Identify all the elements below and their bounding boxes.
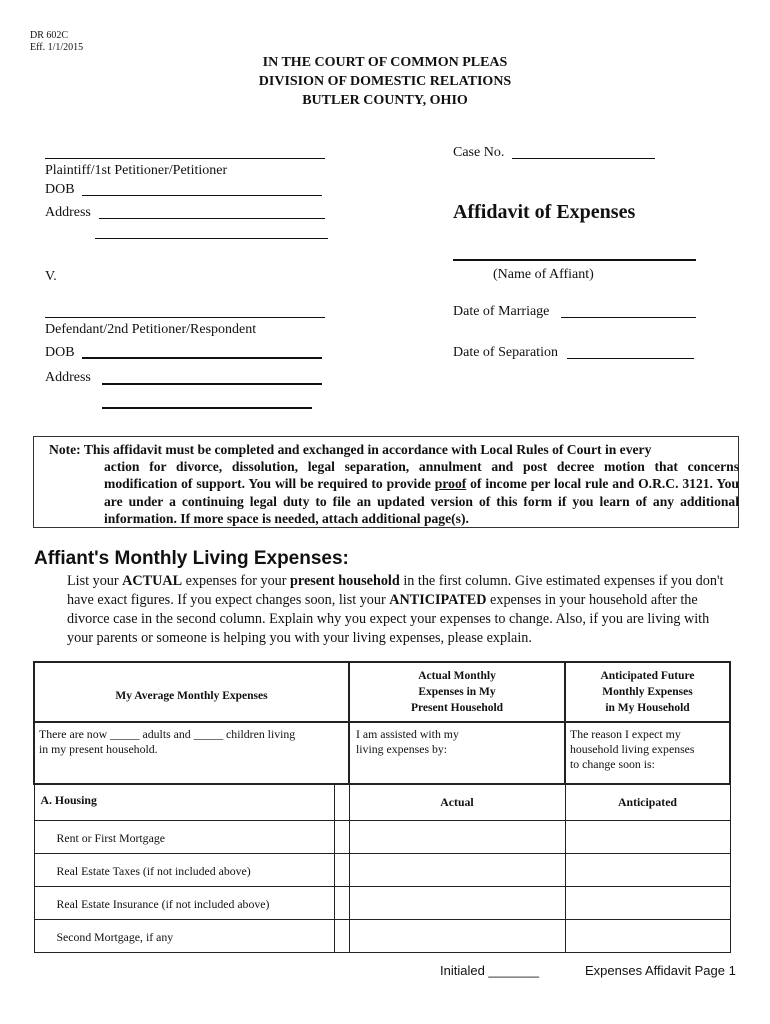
anticipated-insurance-input[interactable] [565,886,730,919]
form-code: DR 602C [30,30,69,41]
document-title: Affidavit of Expenses [453,201,636,223]
actual-taxes-input[interactable] [349,853,565,886]
form-effective-date: Eff. 1/1/2015 [30,42,84,53]
assisted-line2: living expenses by: [356,742,448,756]
instr-t2: expenses for your [182,573,291,589]
marriage-date-label: Date of Marriage [453,304,550,319]
defendant-dob-label: DOB [45,345,75,360]
actual-rent-input[interactable] [349,820,565,853]
col-header-actual [349,662,565,722]
affiant-name-label: (Name of Affiant) [493,267,594,282]
plaintiff-dob-label: DOB [45,182,75,197]
note-continuation [49,458,739,527]
expenses-table [33,661,731,953]
note-line-1: Note: This affidavit must be completed and exchanged in accordance with Local Rules of Court in every [49,442,652,457]
section-a-row [34,784,730,820]
household-line1: There are now _____ adults and _____ children living [39,727,296,741]
col3-header-line1: Anticipated Future [600,670,695,682]
court-county: BUTLER COUNTY, OHIO [302,93,468,108]
plaintiff-name-line[interactable] [45,158,325,159]
versus-label: V. [45,269,57,284]
initialed-field[interactable]: Initialed _______ [440,963,540,978]
court-division: DIVISION OF DOMESTIC RELATIONS [258,74,512,89]
section-a-label: A. Housing [34,784,334,820]
instr-present: present household [290,573,400,589]
court-name: IN THE COURT OF COMMON PLEAS [262,55,508,70]
expense-label-second-mortgage: Second Mortgage, if any [34,919,334,952]
plaintiff-address-label: Address [45,205,91,220]
section-title: Affiant's Monthly Living Expenses: [34,548,349,569]
actual-insurance-input[interactable] [349,886,565,919]
note-part-3: of income per local rule and O.R.C. 3121. You are under a continuing legal duty to file an updated version of this form if you learn of any additional information. If more space is needed, attach additional page(s). [104,476,739,526]
reason-line3: to change soon is: [570,757,655,771]
household-line2: in my present household. [39,742,158,756]
table-row [34,919,730,952]
marriage-date-line[interactable] [561,317,696,318]
affiant-name-line[interactable] [453,259,696,261]
col3-header-line3: in My Household [605,702,690,714]
plaintiff-address-line-2[interactable] [95,238,328,239]
anticipated-taxes-input[interactable] [565,853,730,886]
anticipated-second-mortgage-input[interactable] [565,919,730,952]
reason-line1: The reason I expect my [570,727,681,741]
separation-date-label: Date of Separation [453,345,558,360]
col-header-monthly-expenses [34,662,349,722]
col3-header-line2: Monthly Expenses [602,686,693,698]
defendant-dob-line[interactable] [82,357,322,359]
instr-t1: List your [67,573,123,589]
household-row [34,722,730,784]
instr-t3: in the first column. Give estimated expenses if you don't have exact figures. If you expect changes soon, list your [67,573,724,608]
case-number-line[interactable] [512,158,655,159]
instr-anticipated: ANTICIPATED [389,592,487,608]
case-number-label: Case No. [453,145,505,160]
anticipated-rent-input[interactable] [565,820,730,853]
note-text [49,441,739,527]
spacer-cell [334,919,349,952]
note-box [33,436,739,528]
instr-actual: ACTUAL [122,573,183,589]
table-header-row [34,662,730,722]
instr-t4: expenses in your household after the divorce case in the second column. Explain why you expect your expenses to change. Also, if you are living with your parents or someone is helping you with your living expenses, please explain. [67,592,710,646]
plaintiff-dob-line[interactable] [82,195,322,196]
expense-label-insurance: Real Estate Insurance (if not included above) [34,886,334,919]
assisted-cell[interactable] [349,722,565,784]
defendant-name-line[interactable] [45,317,325,318]
expense-label-taxes: Real Estate Taxes (if not included above) [34,853,334,886]
defendant-address-line-2[interactable] [102,407,312,409]
table-row [34,820,730,853]
assisted-line1: I am assisted with my [356,727,459,741]
col2-header-line3: Present Household [410,702,504,714]
page-label: Expenses Affidavit Page 1 [585,963,736,978]
spacer-cell [334,886,349,919]
spacer-cell [334,820,349,853]
expense-label-rent: Rent or First Mortgage [34,820,334,853]
table-row [34,853,730,886]
note-part-2: action for divorce, dissolution, legal separation, annulment and post decree motion that concerns modification of support. You will be required to provide [104,459,739,492]
defendant-address-line-1[interactable] [102,383,322,385]
defendant-address-label: Address [45,370,91,385]
plaintiff-address-line-1[interactable] [99,218,325,219]
table-row [34,886,730,919]
actual-second-mortgage-input[interactable] [349,919,565,952]
spacer-cell [334,853,349,886]
instructions-paragraph [67,572,732,648]
separation-date-line[interactable] [567,358,694,359]
section-a-spacer [334,784,349,820]
actual-subheader: Actual [349,784,565,820]
col2-header-line1: Actual Monthly [418,670,496,682]
plaintiff-label: Plaintiff/1st Petitioner/Petitioner [45,163,228,178]
anticipated-subheader: Anticipated [565,784,730,820]
note-proof: proof [434,476,467,492]
household-cell[interactable] [34,722,349,784]
reason-cell[interactable] [565,722,730,784]
col1-header-text: My Average Monthly Expenses [115,690,268,702]
col-header-anticipated [565,662,730,722]
reason-line2: household living expenses [570,742,695,756]
col2-header-line2: Expenses in My [418,686,496,698]
defendant-label: Defendant/2nd Petitioner/Respondent [45,322,257,337]
